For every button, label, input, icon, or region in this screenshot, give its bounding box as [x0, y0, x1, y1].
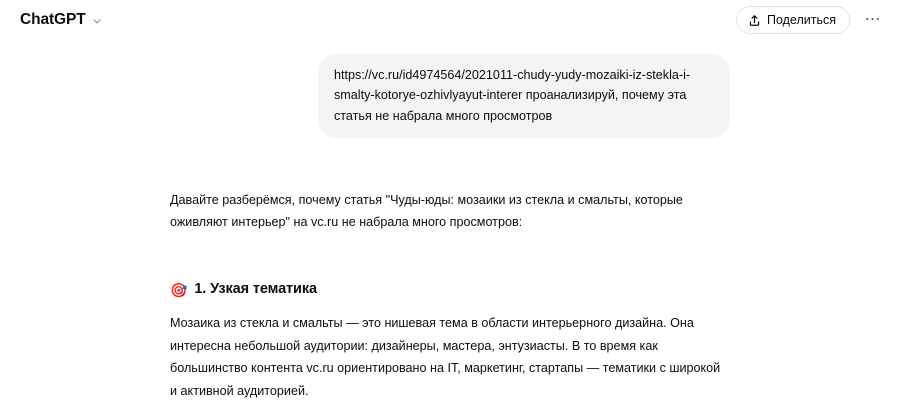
chevron-down-icon	[91, 14, 103, 26]
top-bar-actions	[736, 6, 886, 34]
assistant-intro-paragraph: Давайте разберёмся, почему статья "Чуды-юды: мозаики из стекла и смальты, которые оживляют интерьер" на vc.ru не набрала много просмотров:	[170, 193, 683, 229]
ellipsis-icon[interactable]: ⋯	[864, 11, 882, 28]
user-message-row	[170, 54, 730, 138]
section-title-1: 1. Узкая тематика	[194, 281, 317, 298]
target-emoji-icon: 🎯	[170, 281, 188, 298]
assistant-message	[170, 190, 730, 400]
user-message-bubble: https://vc.ru/id4974564/2021011-chudy-yudy-mozaiki-iz-stekla-i-smalty-kotorye-ozhivlyayut-interer проанализируй, почему эта статья не набрала много просмотров	[318, 54, 730, 138]
share-upload-icon	[748, 14, 761, 27]
brand-title: ChatGPT	[20, 11, 86, 28]
conversation-scroll-area[interactable]	[0, 40, 900, 400]
top-bar	[0, 0, 900, 40]
share-button[interactable]	[736, 6, 850, 34]
section-body-1: Мозаика из стекла и смальты — это нишевая тема в области интерьерного дизайна. Она интересна небольшой аудитории: дизайнеры, мастера, энтузиасты. В то время как большинство контента vc.ru ориентировано на IT, маркетинг, стартапы — тематики с широкой и активной аудиторией.	[170, 316, 721, 398]
section-heading-1	[170, 277, 730, 302]
share-button-label: Поделиться	[766, 12, 836, 27]
message-thread	[170, 40, 730, 400]
model-switcher-button[interactable]	[14, 8, 109, 32]
